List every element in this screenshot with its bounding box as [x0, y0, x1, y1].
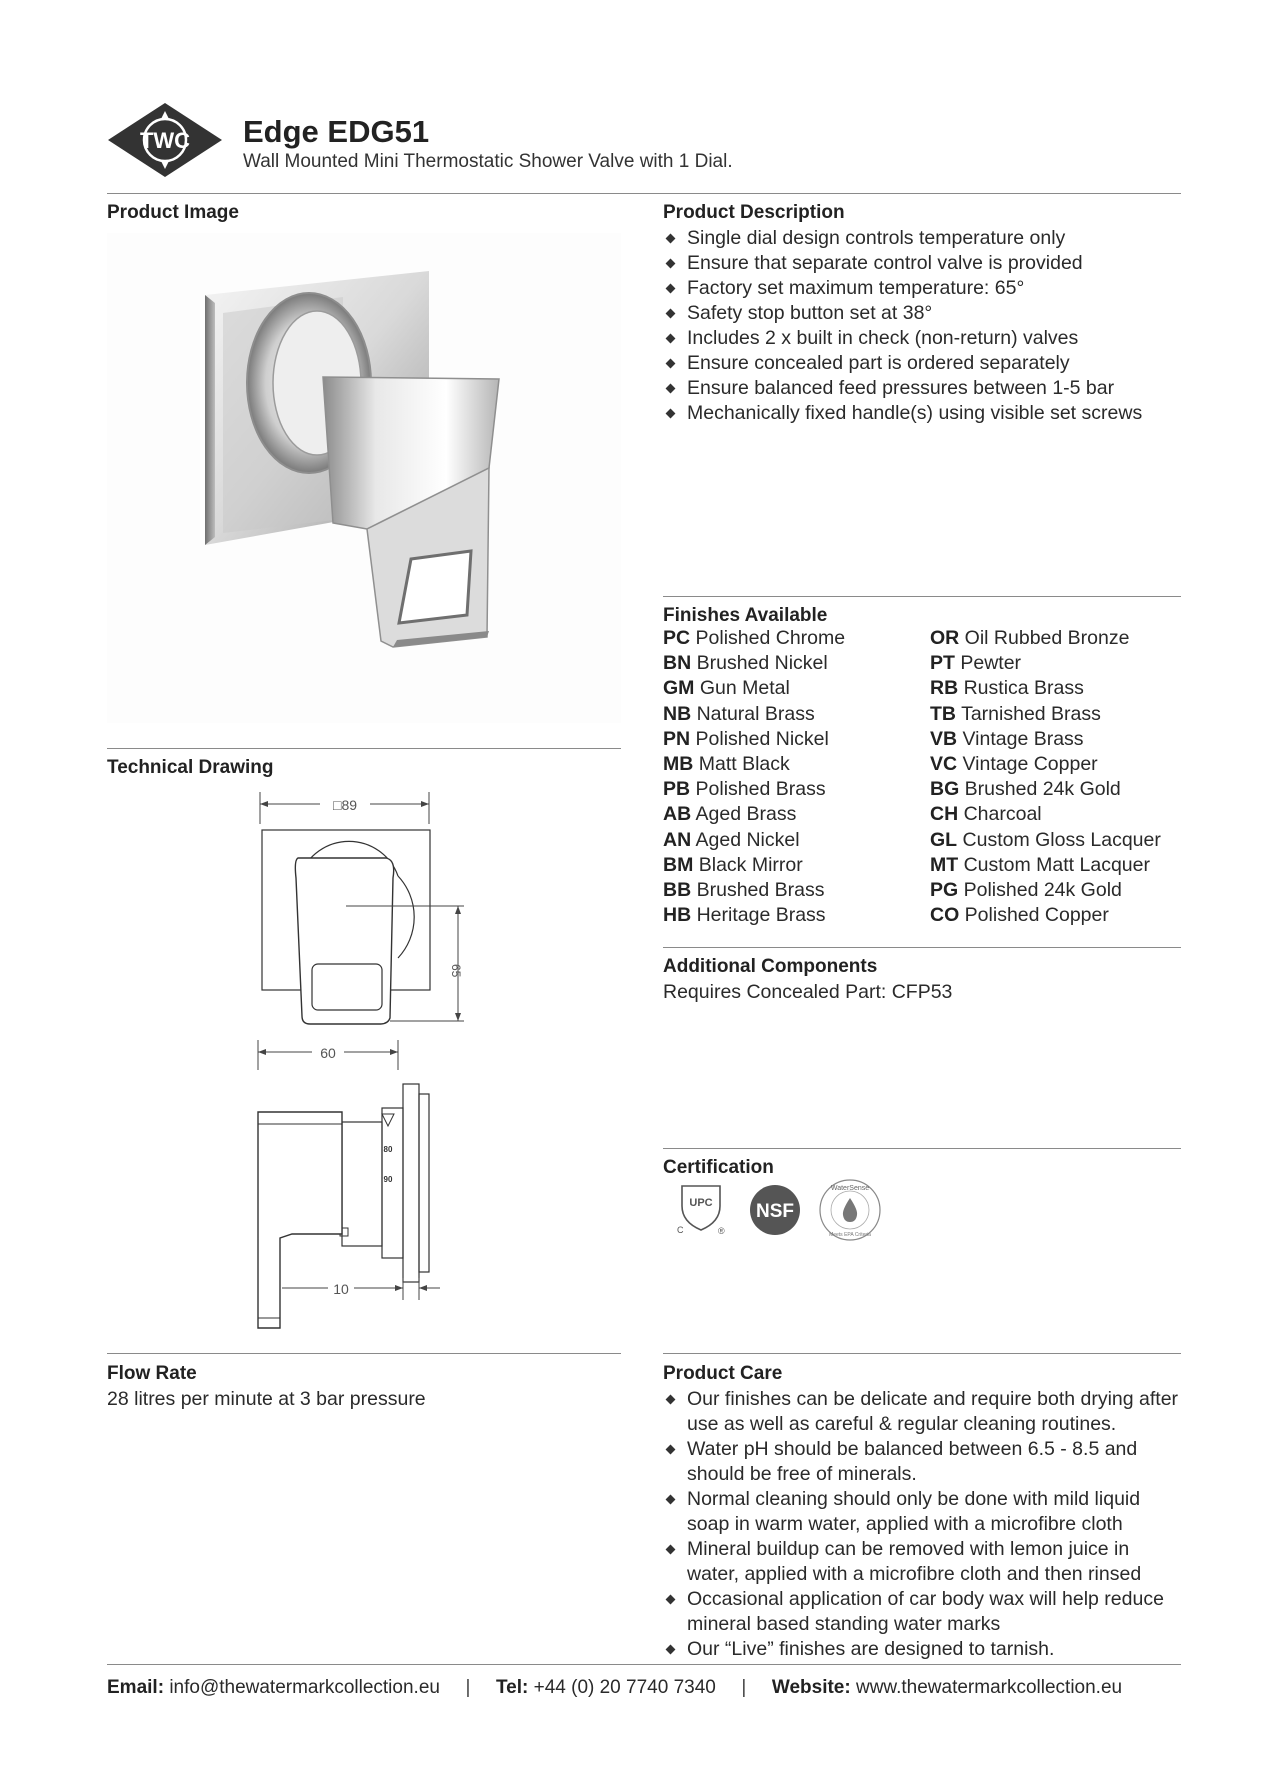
svg-text:C: C [677, 1225, 684, 1235]
technical-drawing [240, 788, 480, 1343]
finish-item: BG Brushed 24k Gold [930, 778, 1121, 801]
additional-heading: Additional Components [663, 956, 878, 977]
care-heading: Product Care [663, 1363, 783, 1384]
page-subtitle: Wall Mounted Mini Thermostatic Shower Valve with 1 Dial. [243, 151, 733, 172]
finishes-divider [663, 947, 1181, 948]
drawing-divider [107, 1353, 621, 1354]
brand-logo [106, 101, 224, 179]
footer-contact [107, 1677, 1181, 1699]
list-item: Mineral buildup can be removed with lemon juice in water, applied with a microfibre cloth and then rinsed [663, 1537, 1183, 1587]
finish-item: HB Heritage Brass [663, 904, 826, 927]
footer-separator: | [741, 1677, 747, 1698]
list-item: Ensure balanced feed pressures between 1-5 bar [663, 376, 1183, 401]
finish-item: BB Brushed Brass [663, 879, 825, 902]
finish-item: PB Polished Brass [663, 778, 826, 801]
svg-text:®: ® [718, 1226, 725, 1236]
page-title: Edge EDG51 [243, 114, 430, 149]
footer-separator: | [465, 1677, 471, 1698]
technical-drawing-heading: Technical Drawing [107, 757, 274, 778]
product-image-heading: Product Image [107, 202, 239, 223]
svg-text:WaterSense: WaterSense [830, 1185, 870, 1192]
list-item: Includes 2 x built in check (non-return) valves [663, 326, 1183, 351]
finish-item: RB Rustica Brass [930, 677, 1084, 700]
upc-badge [672, 1180, 730, 1236]
finish-item: TB Tarnished Brass [930, 702, 1101, 725]
logo-text: TWC [139, 128, 191, 153]
description-heading: Product Description [663, 202, 845, 223]
finish-item: PG Polished 24k Gold [930, 879, 1122, 902]
dim-depth-label: 60 [320, 1045, 336, 1061]
finish-item: PC Polished Chrome [663, 627, 846, 649]
care-list [663, 1387, 1183, 1662]
list-item: Our finishes can be delicate and require both drying after use as well as careful & regular cleaning routines. [663, 1387, 1183, 1437]
list-item: Ensure concealed part is ordered separately [663, 351, 1183, 376]
list-item: Factory set maximum temperature: 65° [663, 276, 1183, 301]
certification-heading: Certification [663, 1157, 774, 1178]
image-divider [107, 748, 621, 749]
finishes-right-column [930, 626, 1161, 928]
svg-text:UPC: UPC [689, 1197, 713, 1209]
certification-divider [663, 1353, 1181, 1354]
website-label: Website: [771, 1677, 851, 1698]
finish-item: VB Vintage Brass [930, 727, 1084, 750]
list-item: Single dial design controls temperature only [663, 226, 1183, 251]
header-divider [107, 193, 1181, 194]
finish-item: PN Polished Nickel [663, 727, 829, 750]
finish-item: CO Polished Copper [930, 904, 1109, 927]
footer-divider [107, 1664, 1181, 1665]
list-item: Normal cleaning should only be done with mild liquid soap in warm water, applied with a microfibre cloth [663, 1487, 1183, 1537]
finishes-left-column [663, 626, 845, 928]
finish-item: MB Matt Black [663, 753, 790, 776]
tel-link[interactable]: +44 (0) 20 7740 7340 [533, 1677, 716, 1698]
description-divider [663, 596, 1181, 597]
finish-item: GL Custom Gloss Lacquer [930, 828, 1161, 851]
additional-text: Requires Concealed Part: CFP53 [663, 981, 953, 1003]
list-item: Safety stop button set at 38° [663, 301, 1183, 326]
email-label: Email: [107, 1677, 165, 1698]
finish-item: OR Oil Rubbed Bronze [930, 627, 1130, 649]
finish-item: NB Natural Brass [663, 702, 815, 725]
finish-item: GM Gun Metal [663, 677, 790, 700]
scale-80-label: 80 [383, 1145, 393, 1154]
finish-item: BM Black Mirror [663, 853, 803, 876]
flow-rate-heading: Flow Rate [107, 1363, 197, 1384]
finishes-heading: Finishes Available [663, 605, 828, 626]
tel-label: Tel: [495, 1677, 529, 1698]
additional-divider [663, 1148, 1181, 1149]
nsf-badge [748, 1183, 802, 1237]
scale-90-label: 90 [383, 1175, 393, 1184]
product-photo [107, 233, 621, 723]
dim-width-label: □89 [332, 797, 358, 813]
list-item: Water pH should be balanced between 6.5 - 8.5 and should be free of minerals. [663, 1437, 1183, 1487]
list-item: Mechanically fixed handle(s) using visible set screws [663, 401, 1183, 426]
list-item: Our “Live” finishes are designed to tarnish. [663, 1637, 1183, 1662]
list-item: Ensure that separate control valve is provided [663, 251, 1183, 276]
description-list [663, 226, 1183, 426]
finish-item: BN Brushed Nickel [663, 652, 828, 675]
finish-item: PT Pewter [930, 652, 1022, 675]
dim-offset-label: 10 [333, 1281, 349, 1297]
email-link[interactable]: info@thewatermarkcollection.eu [169, 1677, 440, 1698]
finish-item: AN Aged Nickel [663, 828, 800, 851]
website-link[interactable]: www.thewatermarkcollection.eu [855, 1677, 1123, 1698]
svg-text:NSF: NSF [756, 1201, 794, 1222]
finish-item: VC Vintage Copper [930, 753, 1098, 776]
flow-rate-text: 28 litres per minute at 3 bar pressure [107, 1388, 426, 1410]
watersense-badge [818, 1178, 882, 1242]
finish-item: MT Custom Matt Lacquer [930, 853, 1150, 876]
finish-item: AB Aged Brass [663, 803, 797, 826]
dim-height-label: 65 [449, 964, 463, 978]
finish-item: CH Charcoal [930, 803, 1042, 826]
svg-text:Meets EPA Criteria: Meets EPA Criteria [829, 1232, 871, 1238]
list-item: Occasional application of car body wax will help reduce mineral based standing water marks [663, 1587, 1183, 1637]
